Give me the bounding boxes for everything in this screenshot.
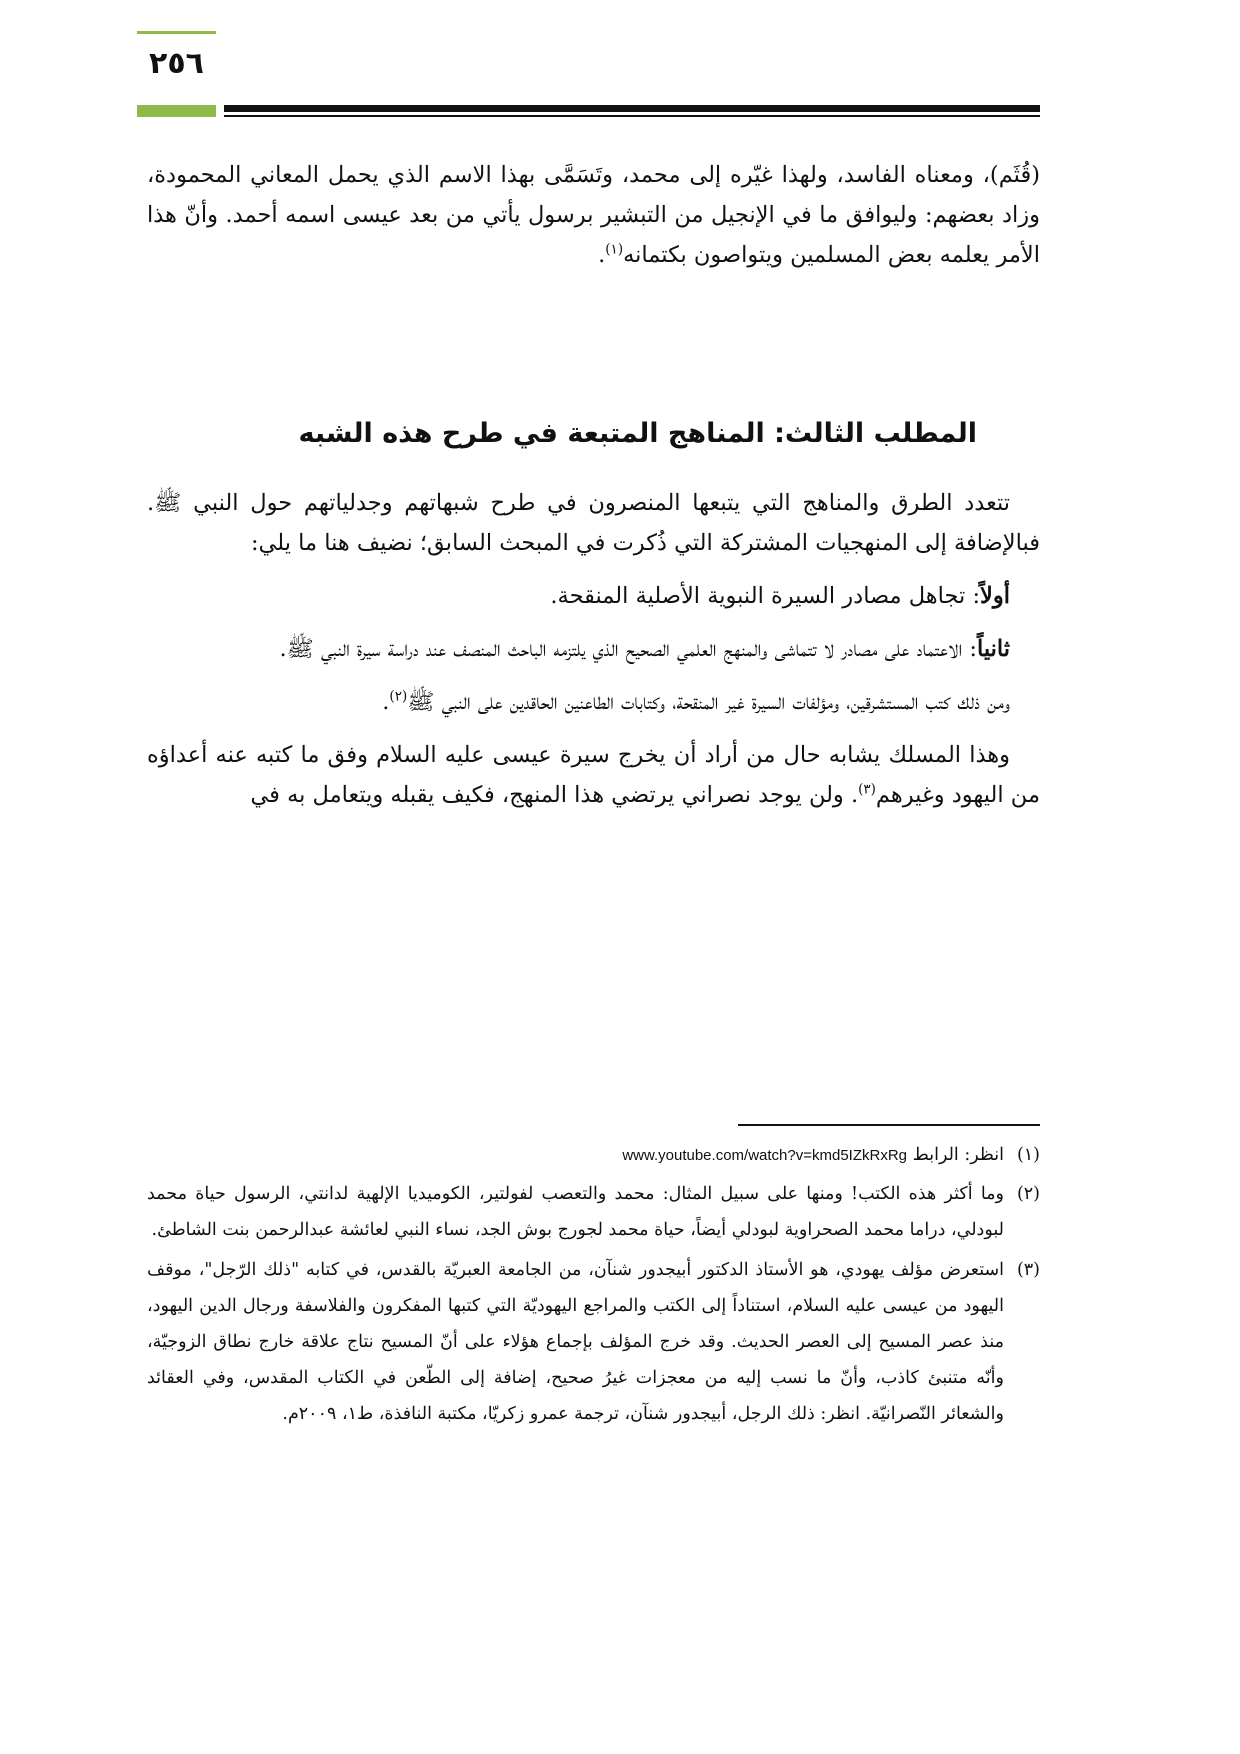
paragraph-examples: ومن ذلك كتب المستشرقين، ومؤلفات السيرة غير المنقحة، وكتابات الطاعنين الحاقدين على النبي ﷺ$^{(٢)}$. bbox=[382, 688, 1010, 715]
examples-text: ومن ذلك كتب المستشرقين، ومؤلفات السيرة غير المنقحة، وكتابات الطاعنين الحاقدين على النبي ﷺ bbox=[407, 689, 1010, 715]
footnote-1 bbox=[147, 1137, 1040, 1174]
header-rule-thin bbox=[224, 115, 1040, 117]
footnote-ref-2: (٢) bbox=[389, 688, 408, 705]
footnote-3-text: استعرض مؤلف يهودي، هو الأستاذ الدكتور أبيجدور شنآن، من الجامعة العبريّة بالقدس، في كتابه "ذلك الرّجل"، موقف اليهود من عيسى عليه السلام، استناداً إلى الكتب والمراجع اليهوديّة التي كتبها المفكرون والفلاسفة ورجال الدين اليهود، منذ عصر المسيح إلى العصر الحديث. وقد خرج المؤلف بإجماع هؤلاء على أنّ المسيح نتاج علاقة خارج نطاق الزوجيّة، وأنّه متنبئ كاذب، وأنّ ما نسب إليه من معجزات غيرُ صحيح، إضافة إلى الطّعن في الكتاب المقدس، وفي العقائد والشعائر النّصرانيّة. انظر: ذلك الرجل، أبيجدور شنآن، ترجمة عمرو زكريّا، مكتبة النافذة، ط١، ٢٠٠٩م. bbox=[147, 1260, 1004, 1424]
footnote-2-text: وما أكثر هذه الكتب! ومنها على سبيل المثال: محمد والتعصب لفولتير، الكوميديا الإلهية لدانتي، الرسول حياة محمد لبودلي، دراما محمد الصحراوية لبودلي أيضاً، حياة محمد لجورج بوش الجد، نساء النبي لعائشة عبدالرحمن بنت الشاطئ. bbox=[147, 1184, 1004, 1240]
analogy-text-2: . ولن يوجد نصراني يرتضي هذا المنهج، فكيف يقبله ويتعامل به في bbox=[250, 782, 859, 808]
first-point-label: أولاً bbox=[980, 583, 1010, 609]
footnote-1-text: انظر: الرابط bbox=[912, 1145, 1004, 1165]
footnote-3-number: (٣) bbox=[1016, 1260, 1040, 1280]
paragraph-intro: تتعدد الطرق والمناهج التي يتبعها المنصرون في طرح شبهاتهم وجدلياتهم حول النبي ﷺ. فبالإضافة إلى المنهجيات المشتركة التي ذُكرت في المبحث السابق؛ نضيف هنا ما يلي: bbox=[147, 490, 1040, 556]
page-number: ٢٥٦ bbox=[149, 46, 204, 81]
header-accent-bar bbox=[137, 105, 216, 117]
second-point-text: : الاعتماد على مصادر لا تتماشى والمنهج العلمي الصحيح الذي يلتزمه الباحث المنصف عند دراسة سيرة النبي ﷺ. bbox=[279, 636, 977, 662]
footnote-ref-1: (١) bbox=[605, 241, 624, 258]
footnote-separator bbox=[738, 1124, 1040, 1126]
main-content bbox=[147, 483, 1040, 815]
paragraph-first-point bbox=[147, 576, 1040, 616]
analogy-text-1: وهذا المسلك يشابه حال من أراد أن يخرج سيرة عيسى عليه السلام وفق ما كتبه عنه أعداؤه من اليهود وغيرهم bbox=[147, 742, 1040, 808]
footnote-2-number: (٢) bbox=[1016, 1184, 1040, 1204]
intro-paragraph-text: (قُثَم)، ومعناه الفاسد، ولهذا غيّره إلى محمد، وتَسَمَّى بهذا الاسم الذي يحمل المعاني المحمودة، وزاد بعضهم: وليوافق ما في الإنجيل من التبشير برسول يأتي من بعد عيسى اسمه أحمد. وأنّ هذا الأمر يعلمه بعض المسلمين ويتواصون بكتمانه bbox=[147, 162, 1040, 268]
second-point-label: ثانياً bbox=[976, 636, 1010, 662]
intro-paragraph: (قُثَم)، ومعناه الفاسد، ولهذا غيّره إلى محمد، وتَسَمَّى بهذا الاسم الذي يحمل المعاني المحمودة، وزاد بعضهم: وليوافق ما في الإنجيل من التبشير برسول يأتي من بعد عيسى اسمه أحمد. وأنّ هذا الأمر يعلمه بعض المسلمين ويتواصون بكتمانه$^{(١)}$. bbox=[147, 162, 1040, 268]
first-point-text: : تجاهل مصادر السيرة النبوية الأصلية المنقحة. bbox=[550, 583, 981, 609]
footnotes bbox=[147, 1137, 1040, 1432]
footnote-1-link[interactable]: www.youtube.com/watch?v=kmd5IZkRxRg bbox=[622, 1147, 908, 1164]
intro-paragraph-block bbox=[147, 155, 1040, 275]
section-title: المطلب الثالث: المناهج المتبعة في طرح هذه الشبه bbox=[298, 418, 977, 449]
footnote-3 bbox=[147, 1252, 1040, 1432]
header-rule bbox=[224, 105, 1040, 112]
paragraph-second-point bbox=[147, 629, 1040, 669]
footnote-1-number: (١) bbox=[1016, 1145, 1040, 1165]
footnote-1-body bbox=[147, 1137, 1004, 1174]
footnote-ref-3: (٣) bbox=[858, 781, 876, 798]
paragraph-analogy bbox=[147, 735, 1040, 815]
footnote-2 bbox=[147, 1176, 1040, 1248]
top-accent-line bbox=[137, 31, 216, 34]
